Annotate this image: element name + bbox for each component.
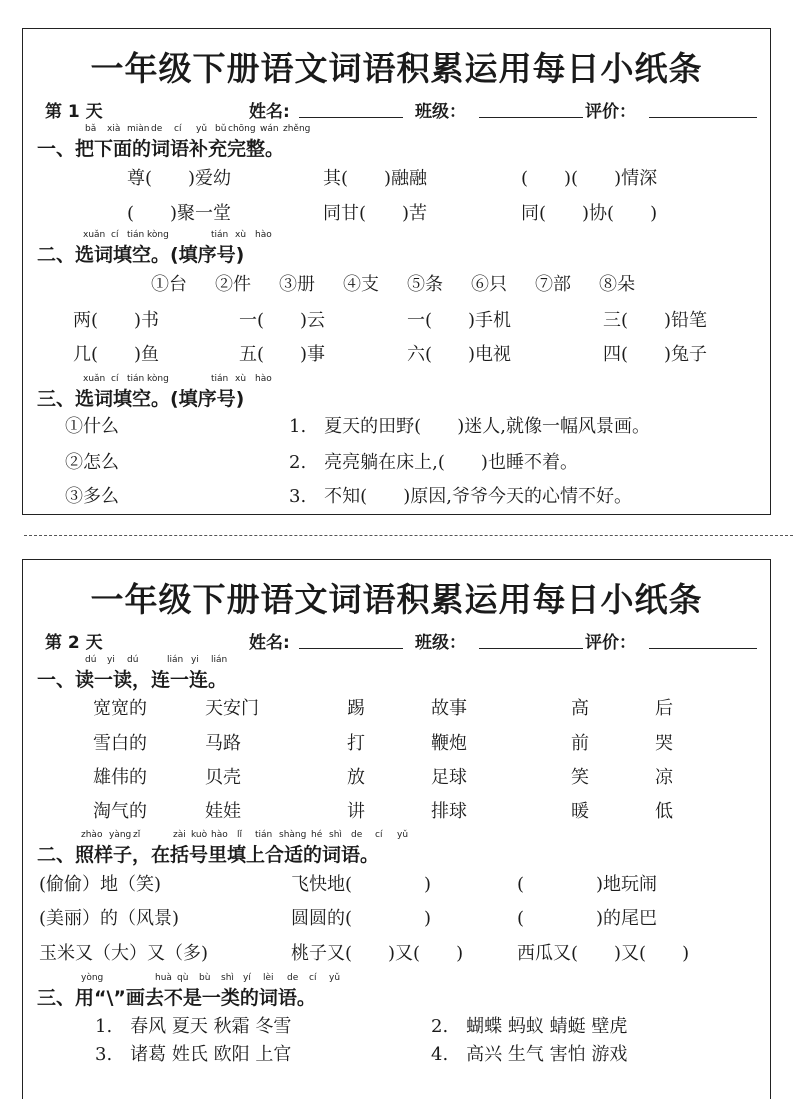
section-1-heading: 一、把下面的词语补充完整。 <box>37 138 285 160</box>
pinyin: tián <box>127 374 145 384</box>
pinyin: tián <box>127 230 145 240</box>
option: ③多么 <box>65 486 119 507</box>
option: ①台 <box>151 274 187 295</box>
word-group[interactable]: 3. 诸葛 姓氏 欧阳 上官 <box>95 1044 292 1065</box>
match-word[interactable]: 打 <box>347 733 365 754</box>
fill-item: ( )的尾巴 <box>517 908 658 929</box>
option: ⑧朵 <box>599 274 635 295</box>
idiom-item: 同( )协( ) <box>521 203 658 224</box>
student-info-row <box>23 97 770 121</box>
pinyin: bù <box>199 973 211 983</box>
student-info-row <box>23 628 770 652</box>
match-word[interactable]: 踢 <box>347 698 365 719</box>
class-label: 班级： <box>415 102 466 122</box>
idiom-item: ( )聚一堂 <box>127 203 232 224</box>
pinyin: de <box>351 830 363 840</box>
eval-field[interactable] <box>649 117 757 118</box>
pinyin: shì <box>221 973 234 983</box>
idiom-item: ( )( )情深 <box>521 168 658 189</box>
pinyin: huà <box>155 973 172 983</box>
eval-field[interactable] <box>649 648 757 649</box>
match-word[interactable]: 前 <box>571 733 589 754</box>
match-word[interactable]: 后 <box>655 698 673 719</box>
pinyin: hào <box>255 374 272 384</box>
fill-item: 一( )手机 <box>407 310 512 331</box>
fill-item: ( )地玩闹 <box>517 874 658 895</box>
option: ⑤条 <box>407 274 443 295</box>
pinyin: kuò <box>191 830 208 840</box>
option: ②件 <box>215 274 251 295</box>
idiom-item: 其( )融融 <box>323 168 428 189</box>
fill-item: 五( )事 <box>239 344 326 365</box>
fill-item: 四( )兔子 <box>603 344 708 365</box>
fill-item: 桃子又( )又( ) <box>291 943 464 964</box>
pinyin: tián <box>211 230 229 240</box>
match-word[interactable]: 低 <box>655 801 673 822</box>
match-word[interactable]: 天安门 <box>205 698 259 719</box>
idiom-item: 尊( )爱幼 <box>127 168 232 189</box>
example-item: (美丽）的（风景) <box>39 908 180 929</box>
day-label: 第 1 天 <box>45 102 103 122</box>
pinyin: yi <box>191 655 199 665</box>
fill-item: 一( )云 <box>239 310 326 331</box>
class-field[interactable] <box>479 117 583 118</box>
match-word[interactable]: 宽宽的 <box>93 698 147 719</box>
match-word[interactable]: 凉 <box>655 767 673 788</box>
pinyin: shì <box>329 830 342 840</box>
pinyin: zhěng <box>283 124 311 134</box>
pinyin: lián <box>211 655 228 665</box>
name-label: 姓名: <box>249 633 290 653</box>
pinyin: zǐ <box>133 830 141 840</box>
fill-item: 三( )铅笔 <box>603 310 708 331</box>
pinyin: lǐ <box>237 830 243 840</box>
name-field[interactable] <box>299 648 403 649</box>
example-item: 玉米又（大）又（多) <box>39 943 209 964</box>
pinyin: tián <box>211 374 229 384</box>
sentence: 1. 夏天的田野( )迷人,就像一幅风景画。 <box>289 416 650 437</box>
match-word[interactable]: 淘气的 <box>93 801 147 822</box>
section-1-heading: 一、读一读，连一连。 <box>37 669 228 691</box>
pinyin: bǎ <box>85 124 97 134</box>
pinyin: de <box>151 124 163 134</box>
option: ⑥只 <box>471 274 507 295</box>
match-word[interactable]: 足球 <box>431 767 467 788</box>
word-group[interactable]: 1. 春风 夏天 秋霜 冬雪 <box>95 1016 292 1037</box>
option: ④支 <box>343 274 379 295</box>
pinyin: xià <box>107 124 121 134</box>
match-word[interactable]: 娃娃 <box>205 801 241 822</box>
worksheet-day-1 <box>22 28 771 515</box>
option: ②怎么 <box>65 452 119 473</box>
pinyin: yi <box>107 655 115 665</box>
match-word[interactable]: 笑 <box>571 767 589 788</box>
pinyin: cí <box>375 830 383 840</box>
match-word[interactable]: 马路 <box>205 733 241 754</box>
match-word[interactable]: 鞭炮 <box>431 733 467 754</box>
match-word[interactable]: 暖 <box>571 801 589 822</box>
pinyin: hào <box>255 230 272 240</box>
fill-item: 几( )鱼 <box>73 344 160 365</box>
pinyin: xuǎn <box>83 230 106 240</box>
pinyin: de <box>287 973 299 983</box>
word-group[interactable]: 4. 高兴 生气 害怕 游戏 <box>431 1044 628 1065</box>
worksheet-day-2 <box>22 559 771 1099</box>
name-label: 姓名: <box>249 102 290 122</box>
option: ③册 <box>279 274 315 295</box>
pinyin: xù <box>235 230 247 240</box>
word-group[interactable]: 2. 蝴蝶 蚂蚁 蜻蜓 壁虎 <box>431 1016 628 1037</box>
pinyin: cí <box>111 374 119 384</box>
class-label: 班级： <box>415 633 466 653</box>
eval-label: 评价： <box>585 633 636 653</box>
eval-label: 评价： <box>585 102 636 122</box>
day-label: 第 2 天 <box>45 633 103 653</box>
pinyin: lián <box>167 655 184 665</box>
pinyin: yí <box>243 973 251 983</box>
pinyin: tián <box>255 830 273 840</box>
sentence: 2. 亮亮躺在床上,( )也睡不着。 <box>289 452 578 473</box>
match-word[interactable]: 放 <box>347 767 365 788</box>
match-word[interactable]: 故事 <box>431 698 467 719</box>
pinyin: miàn <box>127 124 150 134</box>
match-word[interactable]: 贝壳 <box>205 767 241 788</box>
worksheet-title: 一年级下册语文词语积累运用每日小纸条 <box>90 49 703 88</box>
worksheet-title: 一年级下册语文词语积累运用每日小纸条 <box>90 580 703 619</box>
pinyin: qù <box>177 973 189 983</box>
pinyin: chōng <box>228 124 256 134</box>
pinyin: kòng <box>147 230 169 240</box>
pinyin: yǔ <box>329 973 341 983</box>
fill-item: 西瓜又( )又( ) <box>517 943 690 964</box>
pinyin: kòng <box>147 374 169 384</box>
pinyin: wán <box>260 124 279 134</box>
fill-item: 飞快地( ) <box>291 874 432 895</box>
pinyin: xù <box>235 374 247 384</box>
pinyin: zài <box>173 830 186 840</box>
example-item: (偷偷）地（笑) <box>39 874 162 895</box>
pinyin: yàng <box>109 830 132 840</box>
fill-item: 圆圆的( ) <box>291 908 432 929</box>
cut-line <box>24 535 793 536</box>
pinyin: hé <box>311 830 323 840</box>
option: ①什么 <box>65 416 119 437</box>
pinyin: zhào <box>81 830 103 840</box>
name-field[interactable] <box>299 117 403 118</box>
match-word[interactable]: 讲 <box>347 801 365 822</box>
fill-item: 两( )书 <box>73 310 160 331</box>
pinyin: cí <box>111 230 119 240</box>
pinyin: yǔ <box>196 124 208 134</box>
idiom-item: 同甘( )苦 <box>323 203 428 224</box>
match-word[interactable]: 雪白的 <box>93 733 147 754</box>
sentence: 3. 不知( )原因,爷爷今天的心情不好。 <box>289 486 632 507</box>
pinyin: yòng <box>81 973 104 983</box>
pinyin: shàng <box>279 830 307 840</box>
match-word[interactable]: 雄伟的 <box>93 767 147 788</box>
pinyin: hào <box>211 830 228 840</box>
fill-item: 六( )电视 <box>407 344 512 365</box>
section-3-heading: 三、选词填空。(填序号) <box>37 388 245 410</box>
pinyin: dú <box>85 655 97 665</box>
pinyin: dú <box>127 655 139 665</box>
section-2-heading: 二、照样子，在括号里填上合适的词语。 <box>37 844 380 866</box>
pinyin: xuǎn <box>83 374 106 384</box>
option: ⑦部 <box>535 274 571 295</box>
section-3-heading: 三、用“\”画去不是一类的词语。 <box>37 987 316 1009</box>
pinyin: cí <box>309 973 317 983</box>
pinyin: cí <box>174 124 182 134</box>
class-field[interactable] <box>479 648 583 649</box>
pinyin: lèi <box>263 973 274 983</box>
match-word[interactable]: 哭 <box>655 733 673 754</box>
pinyin: bǔ <box>215 124 227 134</box>
match-word[interactable]: 排球 <box>431 801 467 822</box>
pinyin: yǔ <box>397 830 409 840</box>
match-word[interactable]: 高 <box>571 698 589 719</box>
section-2-heading: 二、选词填空。(填序号) <box>37 244 245 266</box>
